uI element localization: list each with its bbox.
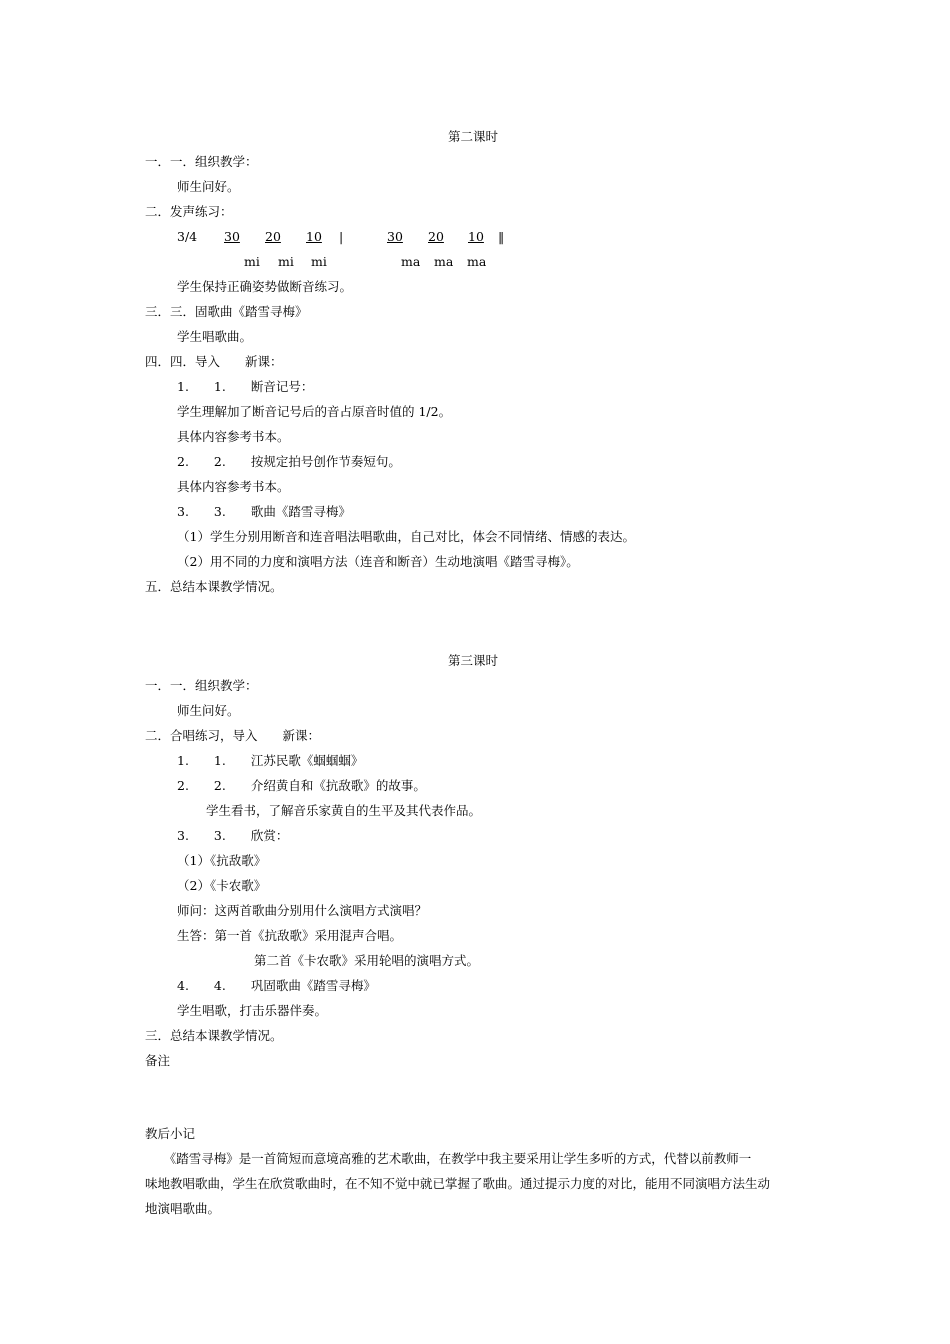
lesson3-question: 师问：这两首歌曲分别用什么演唱方式演唱？ xyxy=(177,903,428,918)
lesson2-section-1: 一．一．组织教学： xyxy=(145,154,258,169)
lesson2-section-3: 三．三．固歌曲《踏雪寻梅》 xyxy=(145,304,308,319)
lesson2-section-2: 二．发声练习： xyxy=(145,204,233,219)
lesson3-title: 第三课时 xyxy=(448,653,499,668)
lesson3-item-2: 2. 2. 介绍黄自和《抗敌歌》的故事。 xyxy=(177,778,426,793)
lesson2-sing: 学生唱歌曲。 xyxy=(177,329,253,344)
end-bar-line: ‖ xyxy=(498,229,505,244)
reflection-line-3: 地演唱歌曲。 xyxy=(145,1201,221,1216)
lesson2-greeting: 师生问好。 xyxy=(177,179,240,194)
lesson3-item-2-detail: 学生看书，了解音乐家黄自的生平及其代表作品。 xyxy=(206,803,482,818)
lyric: ma xyxy=(434,254,454,269)
note: 10 xyxy=(306,229,322,244)
lesson3-section-2: 二．合唱练习，导入 新课： xyxy=(145,728,321,743)
lesson2-item-2-ref: 具体内容参考书本。 xyxy=(177,479,290,494)
lesson3-item-3: 3. 3. 欣赏： xyxy=(177,828,289,843)
notes-label: 备注 xyxy=(145,1053,171,1068)
reflection-label: 教后小记 xyxy=(145,1126,196,1141)
lesson3-section-1: 一．一．组织教学： xyxy=(145,678,258,693)
lyric: mi xyxy=(244,254,260,269)
lyric: mi xyxy=(278,254,294,269)
note: 30 xyxy=(224,229,240,244)
lesson2-item-1-ref: 具体内容参考书本。 xyxy=(177,429,290,444)
lesson3-answer-1: 生答：第一首《抗敌歌》采用混声合唱。 xyxy=(177,928,403,943)
lesson3-section-3: 三．总结本课教学情况。 xyxy=(145,1028,283,1043)
lesson2-item-2: 2. 2. 按规定拍号创作节奏短句。 xyxy=(177,454,401,469)
note: 10 xyxy=(468,229,484,244)
lesson2-exercise-note: 学生保持正确姿势做断音练习。 xyxy=(177,279,353,294)
lesson3-item-4: 4. 4. 巩固歌曲《踏雪寻梅》 xyxy=(177,978,376,993)
lesson3-item-1: 1. 1. 江苏民歌《蝈蝈蝈》 xyxy=(177,753,364,768)
reflection-line-1: 《踏雪寻梅》是一首简短而意境高雅的艺术歌曲，在教学中我主要采用让学生多听的方式，代替以前教师一 xyxy=(145,1151,752,1166)
lesson3-answer-2: 第二首《卡农歌》采用轮唱的演唱方式。 xyxy=(254,953,480,968)
lesson2-item-1: 1. 1. 断音记号： xyxy=(177,379,314,394)
lesson2-title: 第二课时 xyxy=(448,129,499,144)
lesson2-item-3: 3. 3. 歌曲《踏雪寻梅》 xyxy=(177,504,351,519)
lesson3-item-4-detail: 学生唱歌，打击乐器伴奏。 xyxy=(177,1003,328,1018)
reflection-line-2: 味地教唱歌曲，学生在欣赏歌曲时，在不知不觉中就已掌握了歌曲。通过提示力度的对比，能用不同演唱方法生动 xyxy=(145,1176,771,1191)
lesson2-item-3-a: （1）学生分别用断音和连音唱法唱歌曲，自己对比，体会不同情绪、情感的表达。 xyxy=(177,529,635,544)
lesson3-greeting: 师生问好。 xyxy=(177,703,240,718)
lesson2-item-1-detail: 学生理解加了断音记号后的音占原音时值的 1/2。 xyxy=(177,404,452,419)
lyric: ma xyxy=(467,254,487,269)
lesson2-section-5: 五．总结本课教学情况。 xyxy=(145,579,283,594)
lesson2-item-3-b: （2）用不同的力度和演唱方法（连音和断音）生动地演唱《踏雪寻梅》。 xyxy=(177,554,579,569)
lyric: mi xyxy=(311,254,327,269)
lyric: ma xyxy=(401,254,421,269)
note: 20 xyxy=(265,229,281,244)
lesson3-item-3-b: （2）《卡农歌》 xyxy=(177,878,267,893)
time-signature: 3/4 xyxy=(177,229,198,244)
lesson3-item-3-a: （1）《抗敌歌》 xyxy=(177,853,267,868)
note: 20 xyxy=(428,229,444,244)
note: 30 xyxy=(387,229,403,244)
bar-line: | xyxy=(339,229,344,244)
lesson2-section-4: 四．四．导入 新课： xyxy=(145,354,283,369)
